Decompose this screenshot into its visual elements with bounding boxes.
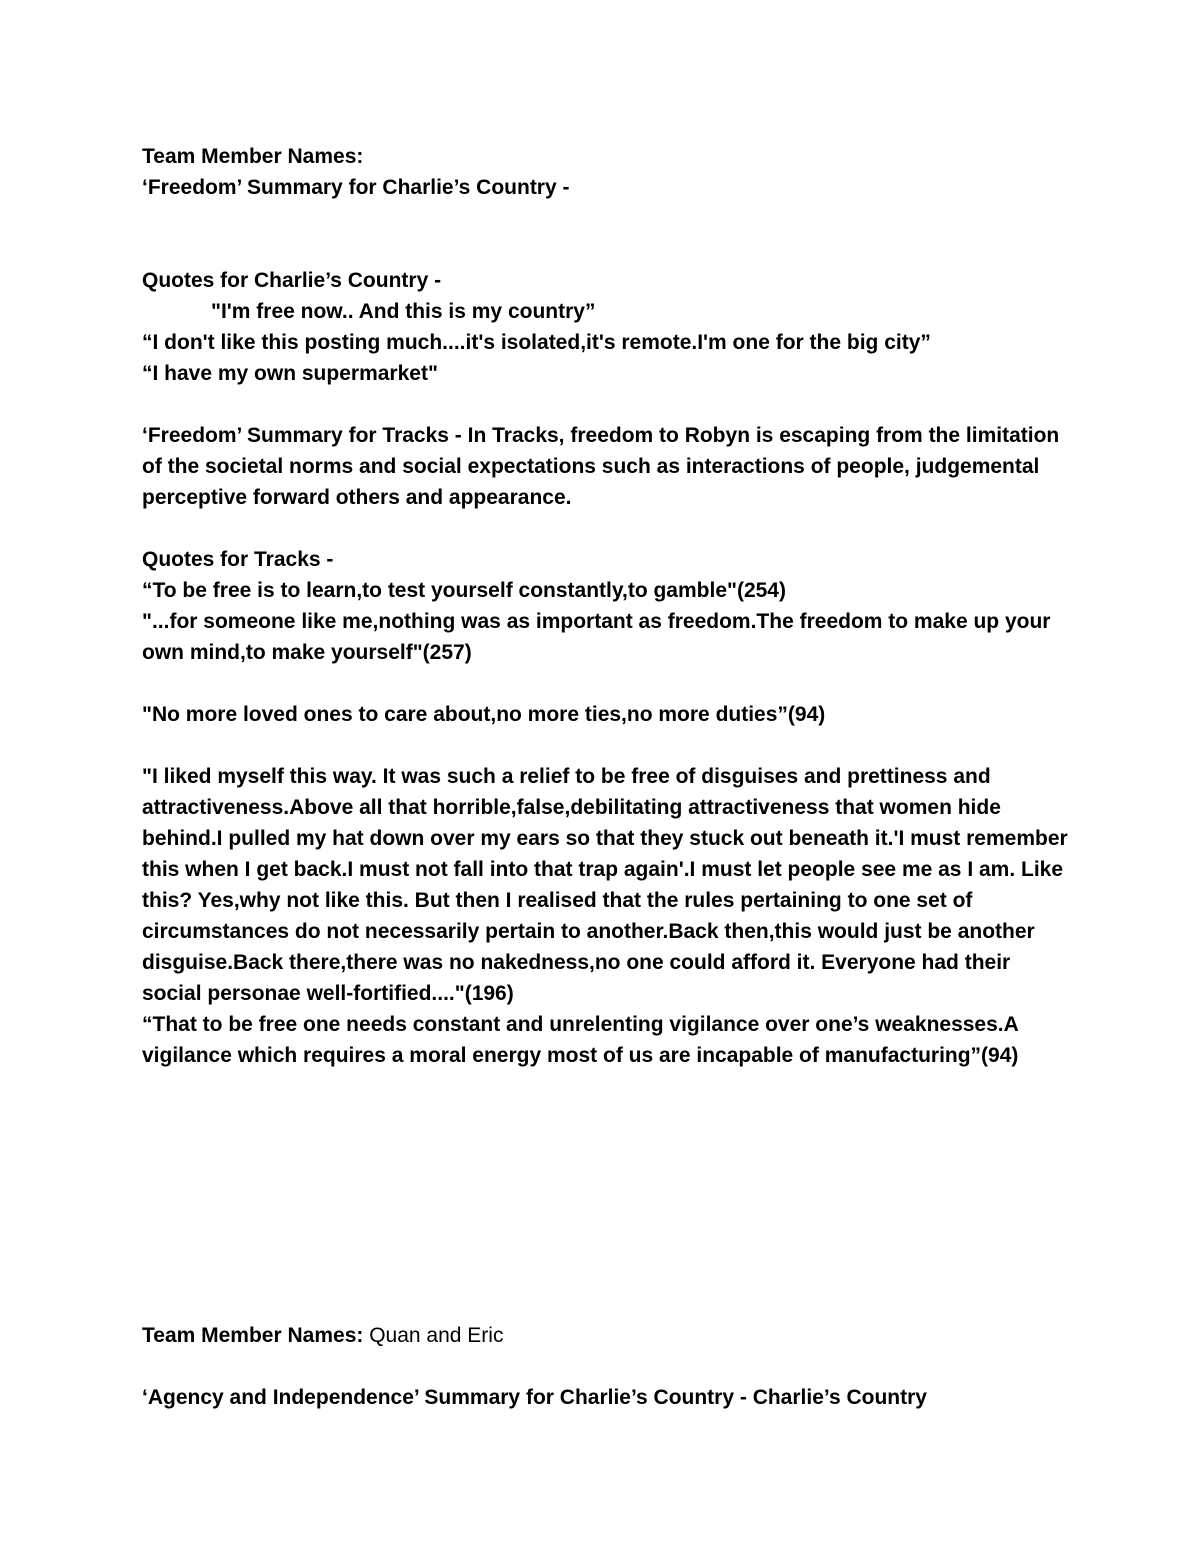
quote-tracks-2: "...for someone like me,nothing was as important as freedom.The freedom to make up your own mind,to make yourself"(257) bbox=[142, 610, 1057, 664]
spacer bbox=[142, 513, 1072, 544]
team-member-names-label: Team Member Names: bbox=[142, 1324, 364, 1347]
freedom-summary-tracks: ‘Freedom’ Summary for Tracks - In Tracks, freedom to Robyn is escaping from the limitation of the societal norms and social expectations such as interactions of people, judgemental perceptive forward others and appearance. bbox=[142, 424, 1066, 509]
agency-summary-charlie-heading: ‘Agency and Independence’ Summary for Charlie’s Country - Charlie’s Country bbox=[142, 1386, 927, 1409]
quote-tracks-1: “To be free is to learn,to test yourself constantly,to gamble"(254) bbox=[142, 579, 786, 602]
team-member-names-line bbox=[142, 1320, 1072, 1351]
quotes-tracks-heading: Quotes for Tracks - bbox=[142, 548, 334, 571]
spacer bbox=[142, 730, 1072, 761]
team-member-names-label: Team Member Names: bbox=[142, 145, 364, 168]
team-member-names-value: Quan and Eric bbox=[363, 1324, 504, 1347]
quotes-charlie-heading: Quotes for Charlie’s Country - bbox=[142, 269, 442, 292]
spacer bbox=[142, 1351, 1072, 1382]
quote-charlie-3: “I have my own supermarket" bbox=[142, 362, 438, 385]
quote-charlie-1: "I'm free now.. And this is my country” bbox=[211, 300, 596, 323]
spacer bbox=[142, 668, 1072, 699]
quote-tracks-5: “That to be free one needs constant and unrelenting vigilance over one’s weaknesses.A vigilance which requires a moral energy most of us are incapable of manufacturing”(94) bbox=[142, 1013, 1024, 1067]
spacer bbox=[142, 203, 1072, 265]
quote-charlie-2: “I don't like this posting much....it's isolated,it's remote.I'm one for the big city” bbox=[142, 331, 931, 354]
spacer bbox=[142, 389, 1072, 420]
document-body bbox=[142, 141, 1072, 1071]
quote-tracks-3: "No more loved ones to care about,no more ties,no more duties”(94) bbox=[142, 703, 826, 726]
freedom-summary-charlie-heading: ‘Freedom’ Summary for Charlie’s Country - bbox=[142, 176, 570, 199]
quote-tracks-4: "I liked myself this way. It was such a relief to be free of disguises and prettiness and attractiveness.Above all that horrible,false,debilitating attractiveness that women hide behind.I pulled my hat down over my ears so that they stuck out beneath it.'I must remember this when I get back.I must not fall into that trap again'.I must let people see me as I am. Like this? Yes,why not like this. But then I realised that the rules pertaining to one set of circumstances do not necessarily pertain to another.Back then,this would just be another disguise.Back there,there was no nakedness,no one could afford it. Everyone had their social personae well-fortified...."(196) bbox=[142, 765, 1074, 1005]
second-team-section bbox=[142, 1320, 1072, 1413]
